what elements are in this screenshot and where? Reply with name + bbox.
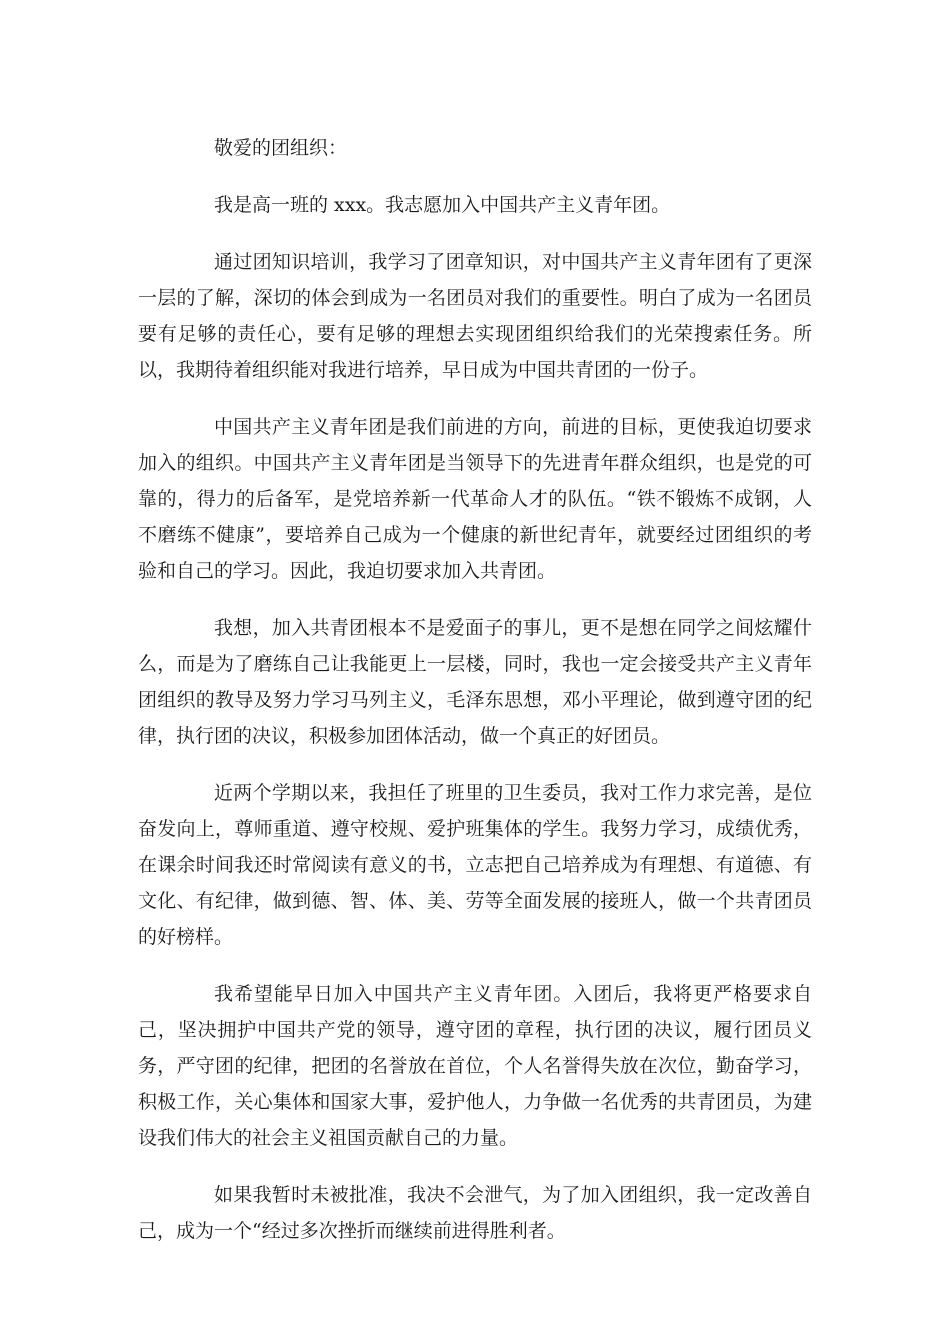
- paragraph-commitment: 我希望能早日加入中国共产主义青年团。入团后，我将更严格要求自己，坚决拥护中国共产党的领导，遵守团的章程，执行团的决议，履行团员义务，严守团的纪律，把团的名誉放在首位，个人名誉得失放在次位，勤奋学习，积极工作，关心集体和国家大事，爱护他人，力争做一名优秀的共青团员，为建设我们伟大的社会主义祖国贡献自己的力量。: [138, 983, 812, 1149]
- paragraph-direction: 中国共产主义青年团是我们前进的方向，前进的目标，更使我迫切要求加入的组织。中国共产主义青年团是当领导下的先进青年群众组织，也是党的可靠的，得力的后备军，是党培养新一代革命人才的队伍。“铁不锻炼不成钢，人不磨练不健康”，要培养自己成为一个健康的新世纪青年，就要经过团组织的考验和自己的学习。因此，我迫切要求加入共青团。: [138, 416, 812, 582]
- letter-body: [138, 130, 812, 1270]
- paragraph-training: 通过团知识培训，我学习了团章知识，对中国共产主义青年团有了更深一层的了解，深切的体会到成为一名团员对我们的重要性。明白了成为一名团员要有足够的责任心，要有足够的理想去实现团组织给我们的光荣搜索任务。所以，我期待着组织能对我进行培养，早日成为中国共青团的一份子。: [138, 251, 812, 381]
- paragraph-motivation: 我想，加入共青团根本不是爱面子的事儿，更不是想在同学之间炫耀什么，而是为了磨练自己让我能更上一层楼，同时，我也一定会接受共产主义青年团组织的教导及努力学习马列主义，毛泽东思想，邓小平理论，做到遵守团的纪律，执行团的决议，积极参加团体活动，做一个真正的好团员。: [138, 617, 812, 747]
- paragraph-resolve: 如果我暂时未被批准，我决不会泄气，为了加入团组织，我一定改善自己，成为一个“经过多次挫折而继续前进得胜利者。: [138, 1184, 812, 1242]
- letter-salutation: 敬爱的团组织：: [214, 137, 348, 159]
- paragraph-performance: 近两个学期以来，我担任了班里的卫生委员，我对工作力求完善，是位奋发向上，尊师重道、遵守校规、爱护班集体的学生。我努力学习，成绩优秀，在课余时间我还时常阅读有意义的书，立志把自己培养成为有理想、有道德、有文化、有纪律，做到德、智、体、美、劳等全面发展的接班人，做一个共青团员的好榜样。: [138, 782, 812, 948]
- paragraph-intro: 我是高一班的 xxx。我志愿加入中国共产主义青年团。: [214, 194, 671, 216]
